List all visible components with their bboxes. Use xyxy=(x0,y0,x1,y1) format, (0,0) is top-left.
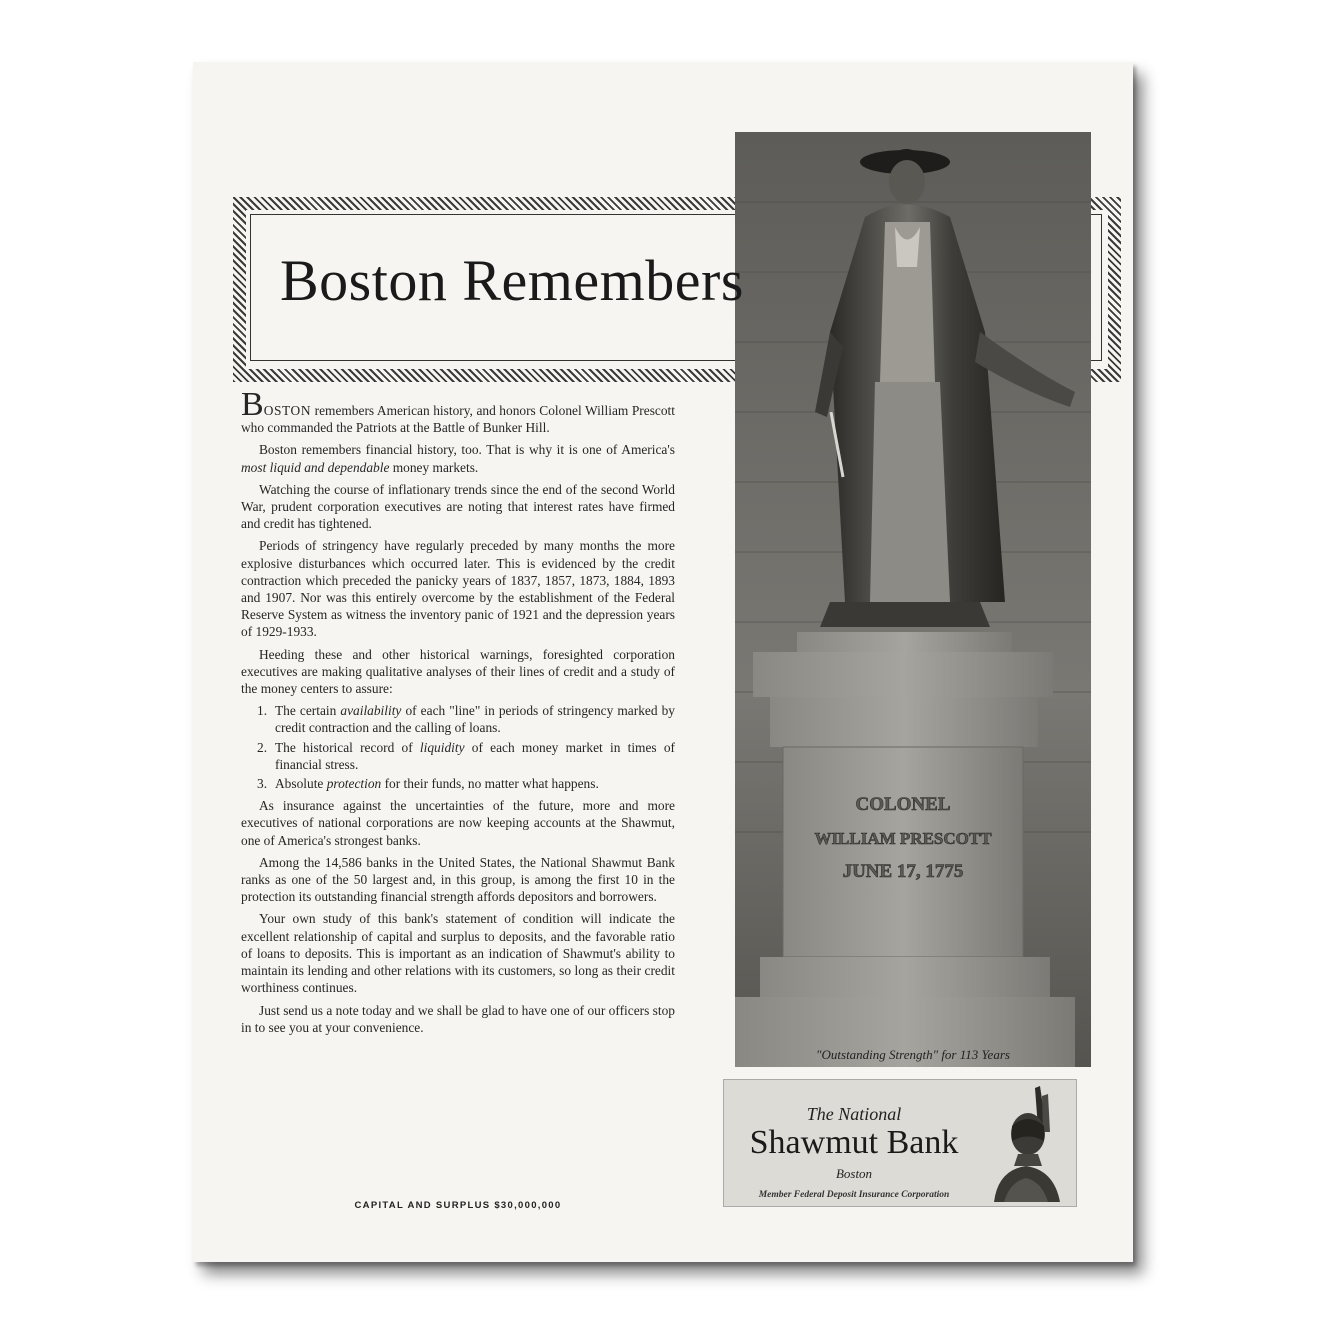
paragraph-8: Your own study of this bank's statement of condition will indicate the excellent relationship of capital and surplus to deposits, and the favorable ratio of loans to deposits. This is important as an indication of Shawmut's ability to maintain its lending and other relations with its customers, so long as their credit worthiness continues. xyxy=(241,911,675,996)
paragraph-2-text-b: money markets. xyxy=(389,459,479,475)
list-number: 3. xyxy=(257,776,268,792)
list-item xyxy=(257,775,675,792)
list-number: 1. xyxy=(257,703,268,719)
paragraph-2-emphasis: most liquid and dependable xyxy=(241,459,390,475)
plinth-line-3: JUNE 17, 1775 xyxy=(842,861,964,882)
paragraph-1-text: remembers American history, and honors Colonel William Prescott who commanded the Patriots at the Battle of Bunker Hill. xyxy=(241,403,675,436)
paragraph-4: Periods of stringency have regularly preceded by many months the more explosive disturbances which occurred later. This is evidenced by the credit contraction which preceded the panicky years of 1837, 1857, 1873, 1884, 1893 and 1907. Nor was this entirely overcome by the establishment of the Federal Reserve System as witness the inventory panic of 1921 and the depression years of 1929-1933. xyxy=(241,538,675,640)
plinth-line-1: COLONEL xyxy=(855,794,951,815)
list-emphasis: availability xyxy=(340,703,402,719)
paragraph-3: Watching the course of inflationary trends since the end of the second World War, prudent corporation executives are noting that interest rates have firmed and credit has tightened. xyxy=(241,481,675,532)
list-text: The certain xyxy=(275,703,341,719)
plinth-line-2: WILLIAM PRESCOTT xyxy=(814,829,992,848)
paragraph-2 xyxy=(241,441,675,475)
paragraph-1 xyxy=(241,386,675,436)
bank-city: Boston xyxy=(835,1166,873,1181)
prescott-statue-photo xyxy=(735,132,1091,1067)
photo-caption: "Outstanding Strength" for 113 Years xyxy=(816,1047,1010,1062)
list-text: of each money market in times of financial stress. xyxy=(275,739,675,772)
list-emphasis: liquidity xyxy=(419,739,465,755)
paragraph-6: As insurance against the uncertainties of the future, more and more executives of national corporations are now keeping accounts at the Shawmut, one of America's strongest banks. xyxy=(241,798,675,848)
capital-surplus-line: CAPITAL AND SURPLUS $30,000,000 xyxy=(354,1200,562,1211)
list-number: 2. xyxy=(257,739,268,755)
list-text: of each "line" in periods of stringency marked by credit contraction and the calling of loans. xyxy=(275,703,675,736)
bank-prefix: The National xyxy=(806,1104,902,1124)
body-copy xyxy=(241,386,675,1041)
bank-name: Shawmut Bank xyxy=(749,1124,959,1161)
headline: Boston Remembers xyxy=(280,248,744,313)
statue-illustration xyxy=(735,132,1091,1067)
paragraph-5: Heeding these and other historical warnings, foresighted corporation executives are making qualitative analyses of their lines of credit and a study of the money centers to assure: xyxy=(241,646,675,697)
drop-cap: B xyxy=(241,386,264,423)
list-emphasis: protection xyxy=(326,776,382,792)
list-item xyxy=(257,702,675,736)
advertisement-page xyxy=(193,62,1133,1262)
list-text: for their funds, no matter what happens. xyxy=(381,776,599,792)
list-text: Absolute xyxy=(275,776,327,792)
list-text: The historical record of xyxy=(275,739,420,755)
fdic-notice: Member Federal Deposit Insurance Corporation xyxy=(758,1190,950,1200)
chief-bust-icon xyxy=(980,1086,1070,1202)
list-item xyxy=(257,739,675,773)
lead-smallcaps: OSTON xyxy=(263,403,312,418)
bank-signature-box xyxy=(723,1079,1077,1207)
assurance-list xyxy=(241,702,675,792)
paragraph-7: Among the 14,586 banks in the United States, the National Shawmut Bank ranks as one of the 50 largest and, in this group, is among the first 10 in the protection its outstanding financial strength affords depositors and borrowers. xyxy=(241,854,675,905)
paragraph-2-text-a: Boston remembers financial history, too. That is why it is one of America's xyxy=(259,442,675,458)
paragraph-9: Just send us a note today and we shall be glad to have one of our officers stop in to see you at your convenience. xyxy=(241,1002,675,1035)
